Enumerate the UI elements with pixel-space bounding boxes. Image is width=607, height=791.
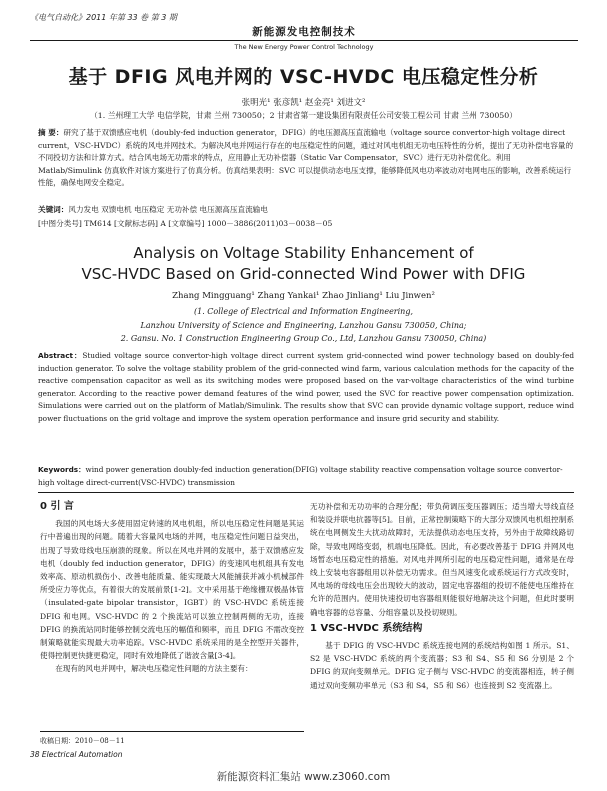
paper-title-cn: 基于 DFIG 风电并网的 VSC-HVDC 电压稳定性分析: [68, 66, 539, 88]
section-1-heading: 1 VSC-HVDC 系统结构: [310, 622, 423, 634]
section-0-paragraph: 在现有的风电并网中，解决电压稳定性问题的方法主要有：: [55, 664, 253, 674]
body-divider: [38, 492, 574, 493]
keywords-en-label: Keywords：: [38, 465, 86, 474]
section-0-heading: 0 引 言: [40, 501, 74, 512]
abstract-en: [38, 350, 574, 425]
abstract-cn-text: 研究了基于双馈感应电机（doubly-fed induction generator，DFIG）的电压源高压直流输电（voltage source convertor-high voltage direct current，VSC-HVDC）系统的风电并网技术。为解决风电并网运行存在的电压稳定性的问题，通过对风电机组无功电压特性的分析，提出了无功补偿电容量的不同投切方法和计算方式。结合风电场无功需求的特点，应用静止无功补偿器（Static Var Compensator，SVC）进行无功补偿优化。利用 Matlab/Simulink 仿真软件对该方案进行了仿真分析。仿真结果表明：SVC 可以提供动态电压支撑，能够降低风电功率波动对电网电压的影响，改善系统运行性能，确保电网安全稳定。: [38, 128, 574, 187]
abstract-en-label: Abstract：: [38, 351, 83, 360]
keywords-cn: [38, 204, 574, 217]
affiliation-en-line3: 2. Gansu. No. 1 Construction Engineering Group Co., Ltd, Lanzhou Gansu 730050, China): [120, 334, 487, 343]
abstract-cn: [38, 127, 574, 190]
affiliation-en-line2: Lanzhou University of Science and Engineering, Lanzhou Gansu 730050, China;: [140, 320, 467, 330]
journal-issue-line: 《电气自动化》2011 年第 33 卷 第 3 期: [30, 13, 177, 22]
abstract-cn-label: 摘 要：: [38, 128, 64, 137]
paper-title-en: [0, 243, 607, 285]
affiliation-en: [0, 305, 607, 346]
paper-title-en-line2: VSC-HVDC Based on Grid-connected Wind Power with DFIG: [81, 265, 526, 283]
page-footer-label: 38 Electrical Automation: [30, 750, 123, 759]
column-title: 新能源发电控制技术: [252, 26, 356, 38]
classification-line: [中图分类号] TM614 [文献标志码] A [文章编号] 1000－3886(2011)03－0038－05: [38, 219, 333, 228]
section-0-paragraph: 我国的风电场大多使用固定转速的风电机组，所以电压稳定性问题是其运行中普遍出现的问题。随着大容量风电场的并网，电压稳定性问题日益突出，出现了导致母线电压崩溃的现象。所以在风电并网的发展中，基于双馈感应发电机（doubly fed induction generator，DFIG）的变速风电机组具有发电效率高、原动机损伤小、改善电能质量、能实现最大风能捕获并减小机械部件所受应力等优点，有着很大的发展前景[1-2]。文中采用基于绝缘栅双极晶体管（insulated-gate bipolar transistor，IGBT）的 VSC-HVDC 系统连接 DFIG 和电网。VSC-HVDC 的 2 个换流站可以独立控制两侧的无功，连接 DFIG 的换流站同时能够控制交流电压的幅值和频率，而且 DFIG 不需改变控制策略就能实现最大功率追踪。VSC-HVDC 系统采用的是全控型开关器件，使得控制更快捷更稳定，同时有效地降低了谐波含量[3-4]。: [40, 519, 304, 661]
keywords-cn-label: 关键词：: [38, 205, 69, 214]
affiliation-cn: （1. 兰州理工大学 电信学院，甘肃 兰州 730050；2 甘肃省第一建设集团有限责任公司安装工程公司 甘肃 兰州 730050）: [89, 111, 517, 120]
paper-title-en-line1: Analysis on Voltage Stability Enhancement of: [133, 244, 474, 262]
abstract-en-text: Studied voltage source convertor-high voltage direct current system grid-connected wind power technology based on doubly-fed induction generator. To solve the voltage stability problem of the grid-connected wind farm, various calculation methods for the capacity of the reactive compensation capacitor as well as its switching modes were proposed based on the var-voltage characteristics of the wind turbine generator. According to the reactive power demand features of the wind power, used the SVC for reactive power compensation optimization. Simulations were carried out on the platform of Matlab/Simulink. The results show that SVC can provide dynamic voltage support, reduce wind power fluctuations on the grid voltage and improve the system operation performance and insure grid security and stability.: [38, 351, 574, 423]
authors-en: Zhang Mingguang¹ Zhang Yankai¹ Zhao Jinliang¹ Liu Jinwen²: [172, 291, 435, 301]
keywords-en: [38, 464, 574, 489]
right-column-continuation: 无功补偿和无功功率的合理分配；带负荷调压变压器调压；适当增大导线直径和装设并联电抗器等[5]。目前，正常控制策略下的大部分双馈风电机组控制系统在电网侧发生大扰动故障时，无法提供动态电压支持，另外由于故障线路切除，导致电网络变弱，机端电压降低。因此，有必要改善基于 DFIG 并网风电场暂态电压稳定性的措施。对风电并网所引起的电压稳定性问题，通常是在母线上安装电容器组用以补偿无功需求。但当风速变化或系统运行方式改变时，风电场的母线电压会出现较大的波动，固定电容器组的投切不能使电压维持在允许的范围内。使用快速投切电容器组则能很好地解决这个问题，但此时要明确电容器的总容量、分组容量以及投切规则。: [310, 502, 574, 617]
site-watermark: 新能源资料汇集站 www.z3060.com: [216, 771, 391, 783]
authors-cn: 张明光¹ 张彦凯¹ 赵金亮¹ 刘进文²: [241, 98, 366, 108]
journal-header: [30, 10, 578, 54]
keywords-cn-text: 风力发电 双馈电机 电压稳定 无功补偿 电压源高压直流输电: [68, 205, 268, 214]
right-column: [310, 500, 574, 692]
column-title-en: The New Energy Power Control Technology: [234, 43, 374, 51]
section-1-paragraph: 基于 DFIG 的 VSC-HVDC 系统连接电网的系统结构如图 1 所示。S1、S2 是 VSC-HVDC 系统的两个变流器；S3 和 S4、S5 和 S6 分别是 2 个 DFIG 的双向变频单元。DFIG 定子侧与 VSC-HVDC 的变流器相连，转子侧通过双向变频功率单元（S3 和 S4，S5 和 S6）也连接到 S2 变流器上。: [310, 641, 574, 690]
header-rule: [30, 40, 578, 41]
left-column: [40, 500, 304, 676]
received-date: 收稿日期：2010－08－11: [40, 731, 304, 746]
affiliation-en-line1: (1. College of Electrical and Information Engineering,: [194, 307, 413, 316]
keywords-en-text: wind power generation doubly-fed induction generation(DFIG) voltage stability reactive compensation voltage source convertor-high voltage direct-current(VSC-HVDC) transmission: [38, 465, 563, 487]
